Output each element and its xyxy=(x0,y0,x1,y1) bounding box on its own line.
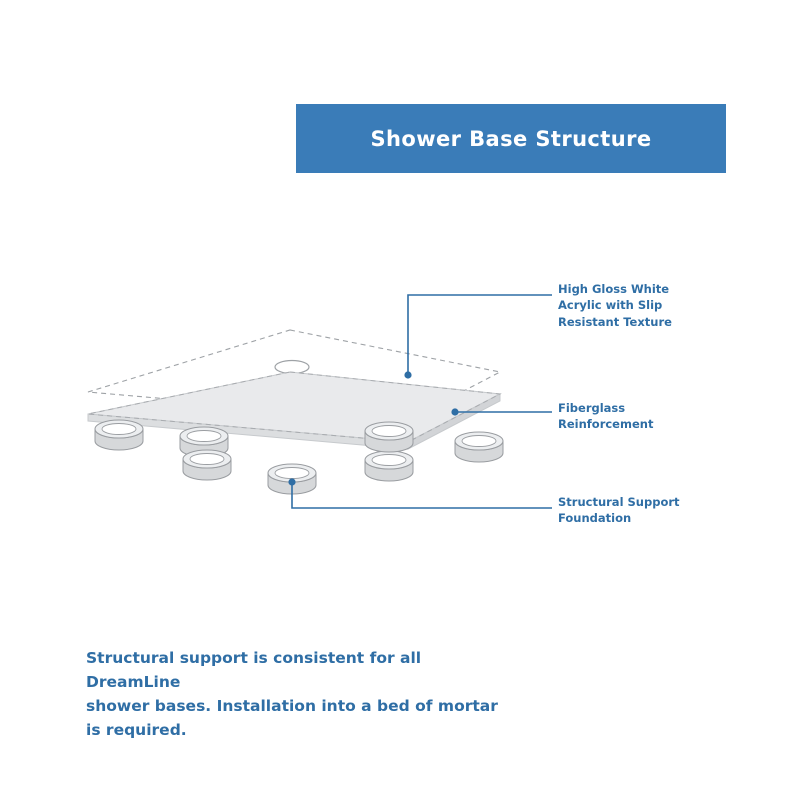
callout-fiberglass-line2: Reinforcement xyxy=(558,417,654,432)
fiberglass-reinforcement-layer xyxy=(88,372,500,449)
support-ring xyxy=(455,432,503,462)
leader-line-support xyxy=(292,482,552,508)
support-ring xyxy=(95,420,143,450)
callout-fiberglass-line1: Fiberglass xyxy=(558,401,626,415)
page-title: Shower Base Structure xyxy=(370,126,652,151)
callout-acrylic-line1: High Gloss White xyxy=(558,282,670,296)
callout-acrylic-line3: Resistant Texture xyxy=(558,314,672,329)
leader-dot-support xyxy=(288,478,295,485)
callout-support-line1: Structural Support xyxy=(558,495,680,509)
footer-line2: shower bases. Installation into a bed of mortar xyxy=(86,697,498,716)
footer-line3: is required. xyxy=(86,721,187,740)
footer-line1: Structural support is consistent for all DreamLine xyxy=(86,649,422,692)
callout-support xyxy=(558,494,718,527)
callout-acrylic xyxy=(558,281,718,330)
callout-acrylic-line2: Acrylic with Slip xyxy=(558,298,663,313)
support-ring xyxy=(365,451,413,481)
callout-fiberglass xyxy=(558,400,718,433)
footer-note xyxy=(86,646,516,742)
callout-support-line2: Foundation xyxy=(558,511,632,526)
drain-opening-icon xyxy=(275,361,309,374)
leader-line-acrylic xyxy=(408,295,552,375)
leader-dot-fiberglass xyxy=(451,408,458,415)
leader-dot-acrylic xyxy=(404,371,411,378)
support-ring xyxy=(183,450,231,480)
support-ring xyxy=(365,422,413,452)
